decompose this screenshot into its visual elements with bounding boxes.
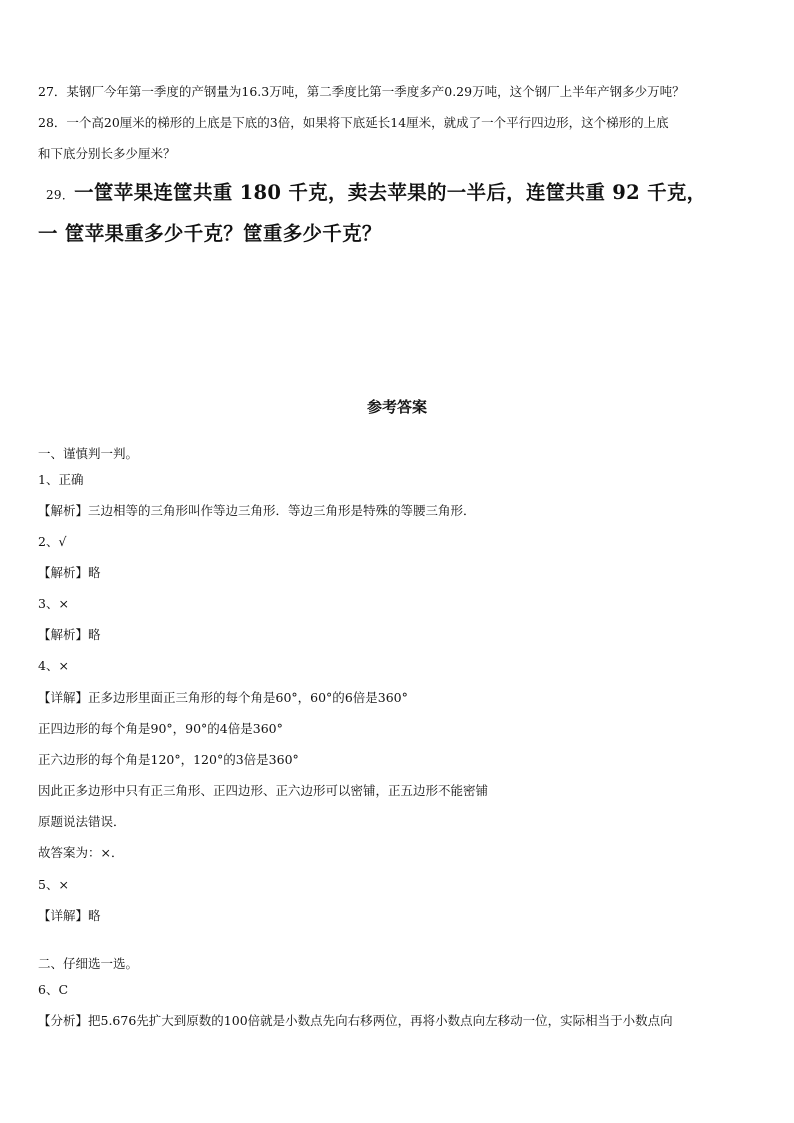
answer-1-explanation: 【解析】三边相等的三角形叫作等边三角形．等边三角形是特殊的等腰三角形．	[38, 503, 476, 518]
section-2-heading: 二、仔细选一选。	[38, 956, 139, 971]
question-27: 27．某钢厂今年第一季度的产钢量为16.3万吨，第二季度比第一季度多产0.29万吨，这个钢厂上半年产钢多少万吨？	[38, 84, 685, 99]
section-1-heading: 一、谨慎判一判。	[38, 446, 139, 461]
answer-3: 3、×	[38, 596, 69, 611]
answer-4-explanation-6: 故答案为：×．	[38, 845, 124, 860]
answer-4: 4、×	[38, 658, 69, 673]
answer-2-explanation: 【解析】略	[38, 565, 101, 580]
answer-4-explanation-4: 因此正多边形中只有正三角形、正四边形、正六边形可以密铺，正五边形不能密铺	[38, 783, 489, 798]
answer-6: 6、C	[38, 982, 69, 997]
question-28-line-1: 28．一个高20厘米的梯形的上底是下底的3倍，如果将下底延长14厘米，就成了一个平行四边形，这个梯形的上底	[38, 115, 669, 130]
answer-4-explanation-3: 正六边形的每个角是120°，120°的3倍是360°	[38, 752, 299, 767]
answer-4-explanation-2: 正四边形的每个角是90°，90°的4倍是360°	[38, 721, 283, 736]
question-29-text-1: 一筐苹果连筐共重 180 千克，卖去苹果的一半后，连筐共重 92 千克，	[74, 181, 707, 204]
answer-1: 1、正确	[38, 472, 84, 487]
question-29-line-1	[46, 180, 706, 208]
question-29-line-2: 一 筐苹果重多少千克？筐重多少千克？	[38, 222, 382, 245]
question-29-number: 29．	[46, 188, 75, 202]
answer-5-explanation: 【详解】略	[38, 908, 101, 923]
answer-5: 5、×	[38, 877, 69, 892]
answer-3-explanation: 【解析】略	[38, 627, 101, 642]
answer-4-explanation-5: 原题说法错误．	[38, 814, 126, 829]
question-28-line-2: 和下底分别长多少厘米？	[38, 146, 176, 161]
answer-2: 2、√	[38, 534, 67, 549]
answers-title: 参考答案	[366, 398, 427, 416]
answer-4-explanation-1: 【详解】正多边形里面正三角形的每个角是60°，60°的6倍是360°	[38, 690, 408, 705]
answer-6-explanation: 【分析】把5.676先扩大到原数的100倍就是小数点先向右移两位，再将小数点向左移动一位，实际相当于小数点向	[38, 1013, 673, 1028]
